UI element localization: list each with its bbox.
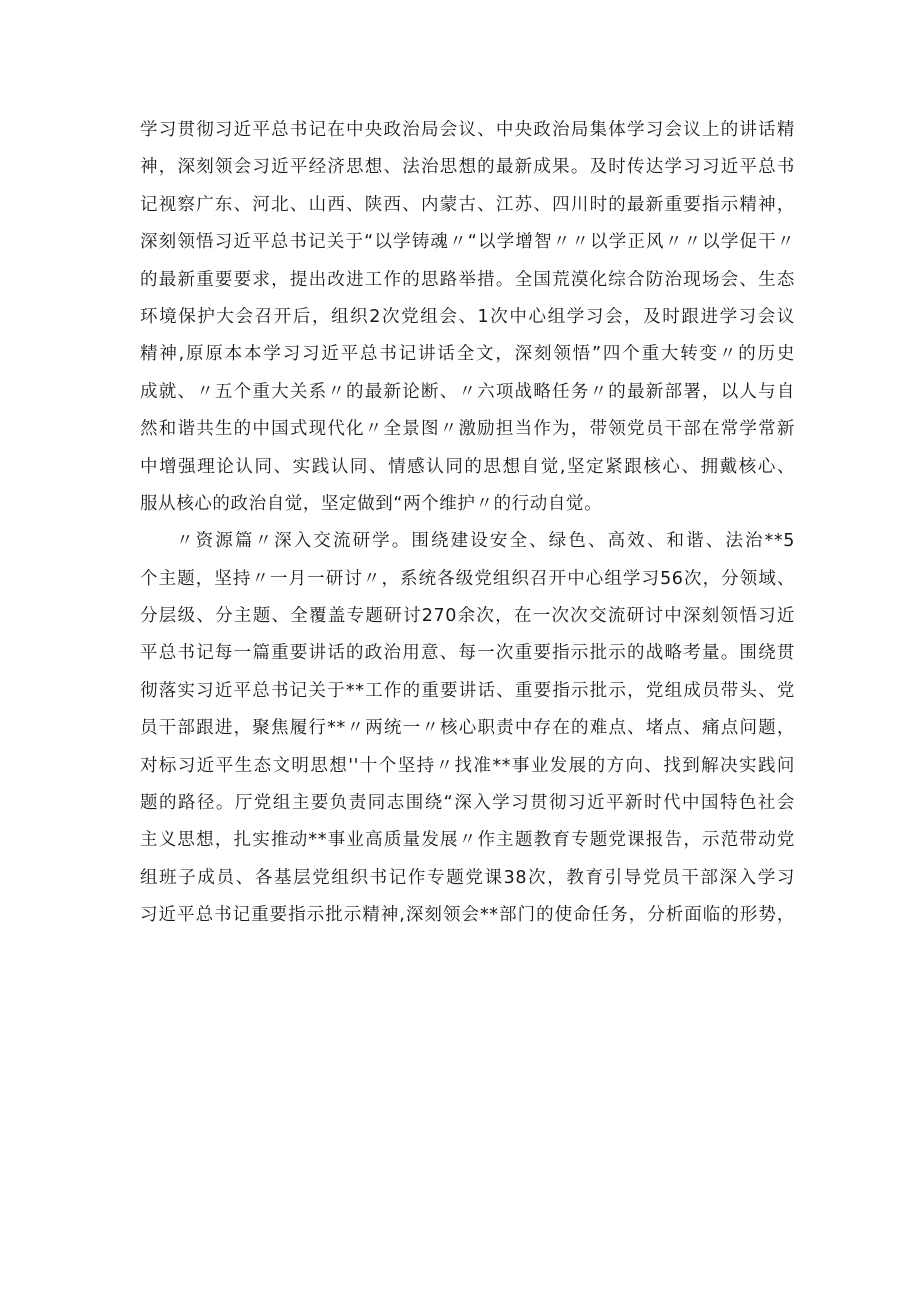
text-line: 的最新重要要求，提出改进工作的思路举措。全国荒漠化综合防治现场会、生态: [140, 269, 795, 290]
text-line: 对标习近平生态文明思想''十个坚持〃找准**事业发展的方向、找到解决实践问: [140, 755, 795, 776]
text-line: 然和谐共生的中国式现代化〃全景图〃激励担当作为，带领党员干部在常学常新: [140, 419, 795, 440]
text-line: 组班子成员、各基层党组织书记作专题党课38次，教育引导党员干部深入学习: [140, 867, 795, 888]
document-body: [140, 112, 795, 935]
text-line: 题的路径。厅党组主要负责同志围绕“深入学习贯彻习近平新时代中国特色社会: [140, 793, 795, 814]
text-line: 主义思想，扎实推动**事业高质量发展〃作主题教育专题党课报告，示范带动党: [140, 830, 795, 851]
text-line-last: 服从核心的政治自觉，坚定做到“两个维护〃的行动自觉。: [140, 493, 603, 514]
text-line: 精神,原原本本学习习近平总书记讲话全文，深刻领悟”四个重大转变〃的历史: [140, 344, 795, 365]
text-line: 平总书记每一篇重要讲话的政治用意、每一次重要指示批示的战略考量。围绕贯: [140, 643, 795, 664]
text-line: 中增强理论认同、实践认同、情感认同的思想自觉,坚定紧跟核心、拥戴核心、: [140, 456, 795, 477]
text-line: 员干部跟进，聚焦履行**〃两统一〃核心职责中存在的难点、堵点、痛点问题，: [140, 718, 795, 739]
text-line: 个主题，坚持〃一月一研讨〃，系统各级党组织召开中心组学习56次，分领域、: [140, 568, 795, 589]
text-line: 记视察广东、河北、山西、陕西、内蒙古、江苏、四川时的最新重要指示精神，: [140, 194, 795, 215]
text-line: 习近平总书记重要指示批示精神,深刻领会**部门的使命任务，分析面临的形势，: [140, 905, 795, 926]
text-line: 彻落实习近平总书记关于**工作的重要讲话、重要指示批示，党组成员带头、党: [140, 680, 795, 701]
paragraph-2: [140, 523, 795, 934]
text-line: 学习贯彻习近平总书记在中央政治局会议、中央政治局集体学习会议上的讲话精: [140, 120, 795, 140]
text-line-first: 〃资源篇〃深入交流研学。围绕建设安全、绿色、高效、和谐、法治**5: [176, 531, 795, 552]
text-line: 深刻领悟习近平总书记关于“以学铸魂〃“以学增智〃〃以学正风〃〃以学促干〃: [140, 232, 795, 253]
text-line: 神，深刻领会习近平经济思想、法治思想的最新成果。及时传达学习习近平总书: [140, 157, 795, 178]
text-line: 成就、〃五个重大关系〃的最新论断、〃六项战略任务〃的最新部署，以人与自: [140, 381, 795, 402]
text-line: 分层级、分主题、全覆盖专题研讨270余次，在一次次交流研讨中深刻领悟习近: [140, 606, 795, 627]
paragraph-1: [140, 112, 795, 523]
text-line: 环境保护大会召开后，组织2次党组会、1次中心组学习会，及时跟进学习会议: [140, 306, 795, 327]
